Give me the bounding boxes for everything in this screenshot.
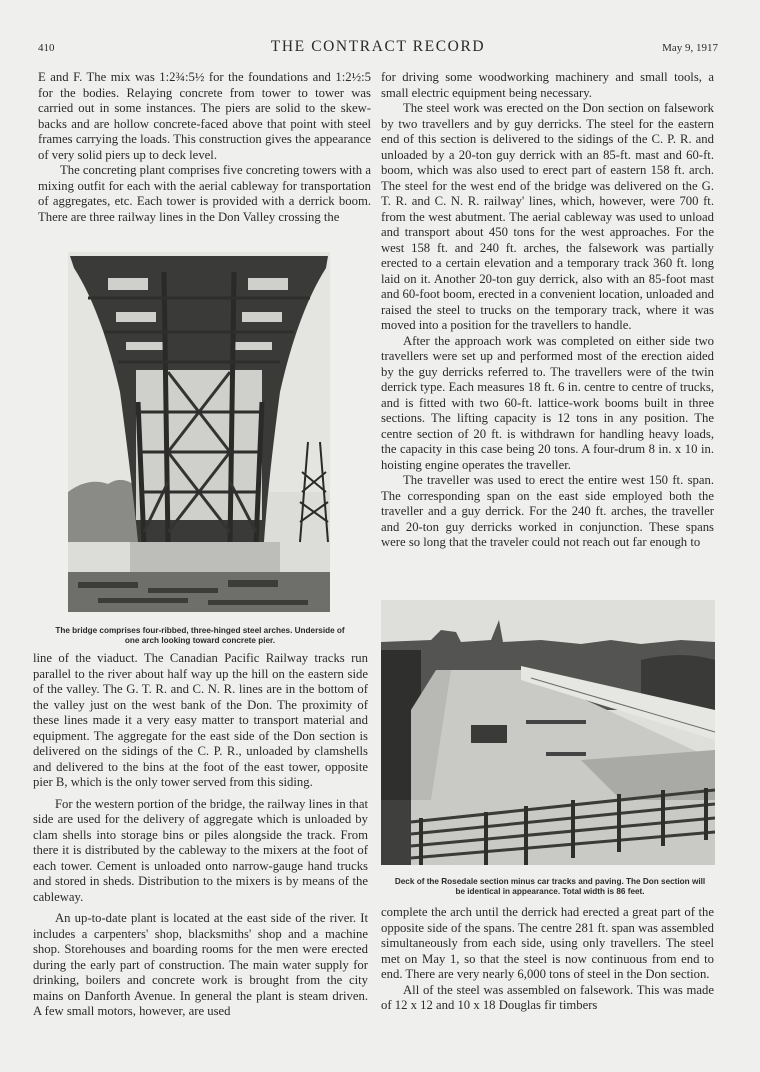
paragraph: All of the steel was assembled on falsework. This was made of 12 x 12 and 10 x 18 Douglas fir timbers	[381, 982, 714, 1012]
paragraph: After the approach work was completed on either side two travellers were set up and performed most of the erection aided by the guy derricks referred to. The travellers were of the twin derrick type. Each measures 18 ft. 6 in. centre to centre of trucks, and is fitted with two 60-ft. lattice-work booms built in three sections. The lifting capacity is 12 tons in any position. The centre section of 20 ft. is withdrawn for handling heavy loads, the capacity in this case being 20 tons. A four-drum 8 in. x 10 in. hoisting engine operates the traveller.	[381, 333, 714, 472]
paragraph: E and F. The mix was 1:2¾:5½ for the foundations and 1:2½:5 for the bodies. Relaying concrete from tower to tower was carried out in some instances. The piers are solid to the skew-backs and are hollow concrete-faced above that point with steel frames carrying the loads. This construction gives the appearance of very solid piers up to deck level.	[38, 70, 371, 162]
paragraph: complete the arch until the derrick had erected a great part of the opposite side of the spans. The centre 281 ft. span was assembled simultaneously from each side, using only travellers. The steel met on May 1, so that the steel is now continuous from end to end. There are very nearly 6,000 tons of steel in the Don section.	[381, 905, 714, 981]
bridge-arch-image	[68, 252, 330, 612]
paragraph: The traveller was used to erect the entire west 150 ft. span. The corresponding span on the east side employed both the traveller and a guy derrick. For the 240 ft. arches, the traveller and 20-ton guy derricks worked in conjunction. These spans were so long that the traveler could not reach out far enough to	[381, 473, 714, 549]
right-column-bottom	[381, 905, 714, 1014]
paragraph: for driving some woodworking machinery and small tools, a small electric equipment being necessary.	[381, 70, 714, 100]
left-column-top	[38, 70, 371, 225]
issue-date: May 9, 1917	[662, 42, 718, 54]
page-header	[38, 38, 718, 58]
paragraph: The concreting plant comprises five concreting towers with a mixing outfit for each with the aerial cableway for transportation of aggregates, etc. Each tower is provided with a derrick boom. There are three railway lines in the Don Valley crossing the	[38, 163, 371, 224]
paragraph: The steel work was erected on the Don section on falsework by two travellers and by guy derricks. The steel for the eastern end of this section is delivered to the sidings of the C. P. R. and unloaded by a 20-ton guy derrick with an 85-ft. mast and 60-ft. boom, which was also used to erect part of eastern 158 ft. arch. The steel for the west end of the bridge was delivered on the G. T. R. and C. N. R. railway' lines, which, however, were 700 ft. from the west abutment. The aerial cableway was used to unload and transport about 450 tons for the west approaches. For the west 158 ft. and 240 ft. arches, the falsework was partially erected to a certain elevation and a temporary track 360 ft. long laid on it. Another 20-ton guy derrick, also with an 85-foot mast and 60-foot boom, erected in a convenient location, unloaded and raised the steel to trucks on the temporary track, where it was moved into a position for the travellers to handle.	[381, 101, 714, 332]
right-column-top	[381, 70, 714, 551]
page-number: 410	[38, 42, 55, 54]
figure-1-caption: The bridge comprises four-ribbed, three-hinged steel arches. Underside of one arch looking toward concrete pier.	[55, 626, 345, 645]
bridge-underside-photo	[68, 252, 330, 612]
paragraph: For the western portion of the bridge, the railway lines in that side are used for the delivery of aggregate which is unloaded by clam shells into storage bins or piles alongside the track. From there it is distributed by the cableway to the mixers at the foot of each tower. Cement is unloaded onto narrow-gauge hand trucks and stored in sheds. Distribution to the mixers is by means of the cableway.	[33, 796, 368, 904]
figure-2-caption: Deck of the Rosedale section minus car tracks and paving. The Don section will be identical in appearance. Total width is 86 feet.	[394, 877, 706, 896]
left-column-bottom	[33, 651, 368, 1020]
paragraph: line of the viaduct. The Canadian Pacific Railway tracks run parallel to the river about half way up the hill on the eastern side of the valley. The G. T. R. and C. N. R. lines are in the bottom of the valley just on the west bank of the Don. The proximity of these lines made it a very easy matter to transport material and equipment. The aggregate for the east side of the Don section is delivered on the sidings of the C. P. R., unloaded by clamshells and delivered to the bins at the foot of the east tower, opposite pier B, which is the only tower served from this siding.	[33, 651, 368, 789]
publication-title: THE CONTRACT RECORD	[270, 38, 486, 55]
bridge-deck-photo	[381, 600, 715, 865]
bridge-deck-image	[381, 600, 715, 865]
paragraph: An up-to-date plant is located at the east side of the river. It includes a carpenters' shop, blacksmiths' shop and a machine shop. Storehouses and boarding rooms for the men were erected during the early part of construction. The main water supply for drinking, boilers and concrete work is brought from the city mains on Danforth Avenue. In general the plant is steam driven. A few small motors, however, are used	[33, 911, 368, 1018]
